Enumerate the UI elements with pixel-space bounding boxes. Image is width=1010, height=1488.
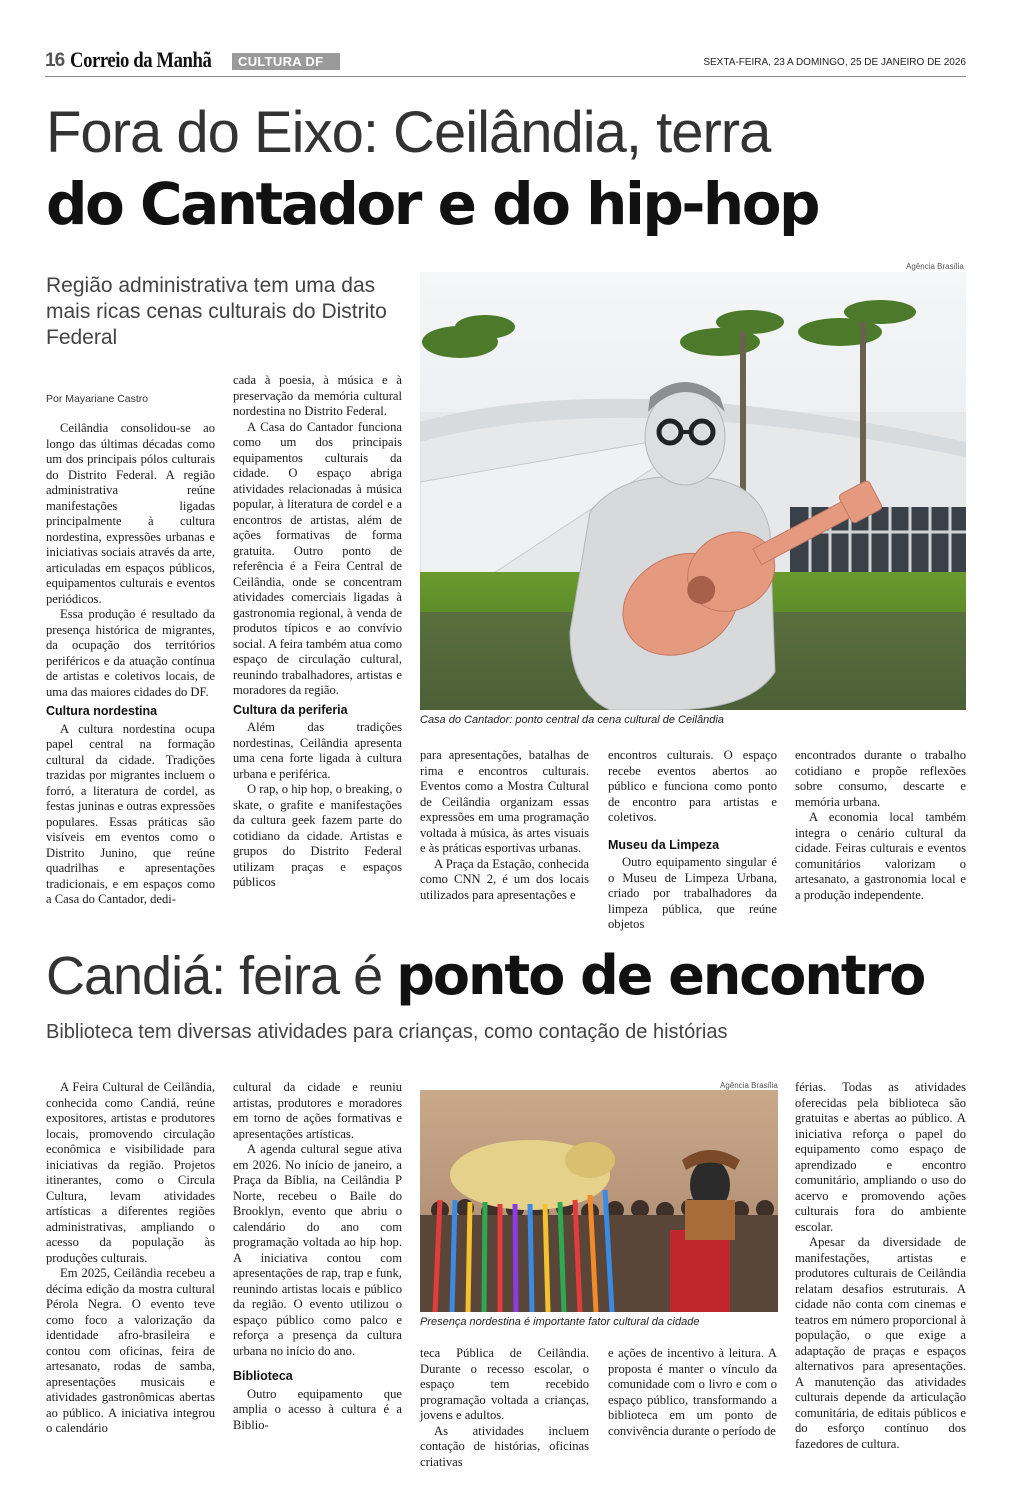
paragraph: Além das tradições nordestinas, Ceilândia apresenta uma cena forte ligada à cultura urbana e periférica.	[233, 720, 402, 781]
paragraph: cada à poesia, à música e à preservação da memória cultural nordestina no Distrito Federal.	[233, 373, 402, 418]
story1-column-1	[46, 421, 215, 908]
paragraph: encontros culturais. O espaço recebe eventos abertos ao público e funciona como ponto de encontro para artistas e coletivos.	[608, 748, 777, 824]
subheading-museu-limpeza: Museu da Limpeza	[608, 837, 720, 852]
story1-column-5	[795, 748, 966, 903]
story1-headline-line1: Fora do Eixo: Ceilândia, terra	[46, 100, 771, 165]
paragraph: férias. Todas as atividades oferecidas pela biblioteca são gratuitas e abertas ao público. A iniciativa reforça o papel do equipamento como espaço de aprendizado e encontro comunitário, ampliando o uso do acervo e promovendo ações culturais fora do ambiente escolar.	[795, 1080, 966, 1234]
story2-photo-credit: Agência Brasília	[720, 1081, 778, 1090]
story2-headline	[46, 944, 924, 1008]
story1-deck: Região administrativa tem uma das mais ricas cenas culturais do Distrito Federal	[46, 274, 387, 349]
paragraph: para apresentações, batalhas de rima e encontros culturais. Eventos como a Mostra Cultural de Ceilândia organizam essas expressões em uma programação voltada à música, às artes visuais e às práticas esportivas urbanas.	[420, 748, 589, 855]
story2-column-5	[795, 1080, 966, 1452]
story2-photo-caption: Presença nordestina é importante fator cultural da cidade	[420, 1316, 700, 1328]
story1-photo-caption: Casa do Cantador: ponto central da cena cultural de Ceilândia	[420, 714, 724, 726]
paragraph: cultural da cidade e reuniu artistas, produtores e moradores em torno de ações formativas e apresentações artísticas.	[233, 1080, 402, 1141]
story1-photo-credit: Agência Brasília	[906, 262, 964, 271]
paragraph: Outro equipamento singular é o Museu de Limpeza Urbana, criado por trabalhadores da limpeza pública, que reúne objetos	[608, 855, 777, 931]
paragraph: teca Pública de Ceilândia. Durante o recesso escolar, o espaço tem recebido programação voltada a crianças, jovens e adultos.	[420, 1346, 589, 1422]
story2-column-1	[46, 1080, 215, 1437]
paragraph: Em 2025, Ceilândia recebeu a décima edição da mostra cultural Pérola Negra. O evento teve como foco a valorização da identidade afro-brasileira e contou com oficinas, feira de artesanato, rodas de samba, apresentações musicais e atividades gastronômicas abertas ao público. A iniciativa integrou o calendário	[46, 1266, 215, 1435]
paragraph: A Praça da Estação, conhecida como CNN 2, é um dos locais utilizados para apresentações e	[420, 856, 589, 902]
page-number: 16	[45, 50, 65, 71]
paragraph: A agenda cultural segue ativa em 2026. No início de janeiro, a Praça da Bíblia, na Ceilândia P Norte, recebeu o Baile do Brooklyn, evento que abriu o calendário do ano com programação voltada ao hip hop. A iniciativa contou com apresentações de rap, trap e funk, reunindo artistas locais e público da região. O evento utilizou o espaço público como palco e reforça a presença da cultura urbana no início do ano.	[233, 1142, 402, 1358]
paragraph: encontrados durante o trabalho cotidiano e propõe reflexões sobre consumo, descarte e memória urbana.	[795, 748, 966, 809]
story1-column-3	[420, 748, 589, 903]
casa-do-cantador-photo	[420, 272, 966, 710]
paragraph: e ações de incentivo à leitura. A proposta é manter o vínculo da comunidade com o livro e com o espaço público, transformando a biblioteca em um ponto de convivência durante o período de	[608, 1346, 777, 1438]
subheading-cultura-nordestina: Cultura nordestina	[46, 704, 158, 718]
section-label: CULTURA DF	[232, 53, 340, 70]
paragraph: A Feira Cultural de Ceilândia, conhecida como Candiá, reúne expositores, artistas e produtores locais, promovendo circulação econômica e visibilidade para iniciativas da região. Projetos itinerantes, como o Circula Cultura, levam atividades artísticas a diferentes regiões administrativas, ampliando o acesso da população às produções culturais.	[46, 1080, 215, 1265]
paragraph: A cultura nordestina ocupa papel central na formação cultural da cidade. Tradições trazidas por migrantes incluem o forró, a literatura de cordel, as festas juninas e outras expressões populares. Essas práticas são visíveis em eventos como o Distrito Junino, que reúne quadrilhas e apresentações tradicionais, e em espaços como a Casa do Cantador, dedi-	[46, 721, 215, 906]
story2-deck: Biblioteca tem diversas atividades para crianças, como contação de histórias	[46, 1021, 728, 1043]
paragraph: As atividades incluem contação de histórias, oficinas criativas	[420, 1423, 589, 1469]
paragraph: Essa produção é resultado da presença histórica de migrantes, da ocupação dos territórios periféricos e da atuação contínua de artistas e coletivos locais, de uma das maiores cidades do DF.	[46, 607, 215, 699]
story2-column-4	[608, 1346, 777, 1439]
paragraph: O rap, o hip hop, o breaking, o skate, o grafite e manifestações da cultura geek fazem parte do cotidiano da cidade. Artistas e grupos do Distrito Federal utilizam praças e espaços públicos	[233, 782, 402, 889]
story2-headline-light: Candiá: feira é	[46, 946, 397, 1006]
story1-byline: Por Mayariane Castro	[46, 393, 149, 405]
subheading-biblioteca: Biblioteca	[233, 1369, 293, 1383]
story2-headline-bold: ponto de encontro	[396, 944, 925, 1007]
story2-photo	[420, 1090, 778, 1312]
paragraph: Apesar da diversidade de manifestações, artistas e produtores culturais de Ceilândia relatam desafios estruturais. A cidade não conta com cinemas e teatros em número proporcional à população, o que exige a adaptação de praças e espaços alternativos para apresentações. A manutenção das atividades culturais depende da articulação comunitária, de editais públicos e do esforço contínuo dos fazedores de cultura.	[795, 1235, 966, 1451]
paragraph: Outro equipamento que amplia o acesso à cultura é a Biblio-	[233, 1386, 402, 1432]
story2-column-2	[233, 1080, 402, 1433]
story1-column-2	[233, 373, 402, 891]
paragraph: Ceilândia consolidou-se ao longo das últimas décadas como um dos principais pólos culturais do Distrito Federal. A região administrativa reúne manifestações ligadas principalmente à cultura nordestina, expressões urbanas e iniciativas sociais através da arte, articuladas em espaços públicos, equipamentos culturais e eventos periódicos.	[46, 421, 215, 606]
story2-column-3	[420, 1346, 589, 1470]
subheading-cultura-periferia: Cultura da periferia	[233, 702, 348, 717]
feira-nordestina-photo	[420, 1090, 778, 1312]
story1-column-4	[608, 748, 777, 933]
story1-photo	[420, 272, 966, 710]
header-divider	[45, 76, 966, 77]
issue-date: SEXTA-FEIRA, 23 A DOMINGO, 25 DE JANEIRO DE 2026	[703, 57, 966, 68]
paragraph: A Casa do Cantador funciona como um dos principais equipamentos culturais da cidade. O espaço abriga atividades relacionadas à música popular, à literatura de cordel e a encontros de artistas, além de ações formativas de forma gratuita. Outro ponto de referência é a Feira Central de Ceilândia, onde se concentram atividades comerciais ligadas à gastronomia regional, à venda de produtos típicos e ao convívio social. A feira também atua como espaço de circulação cultural, reunindo trabalhadores, artistas e moradores da região.	[233, 419, 402, 697]
paragraph: A economia local também integra o cenário cultural da cidade. Feiras culturais e eventos comunitários valorizam o artesanato, a gastronomia local e a produção independente.	[795, 810, 966, 902]
masthead-logo: Correio da Manhã	[70, 47, 212, 72]
story1-headline-line2: do Cantador e do hip-hop	[46, 170, 819, 238]
